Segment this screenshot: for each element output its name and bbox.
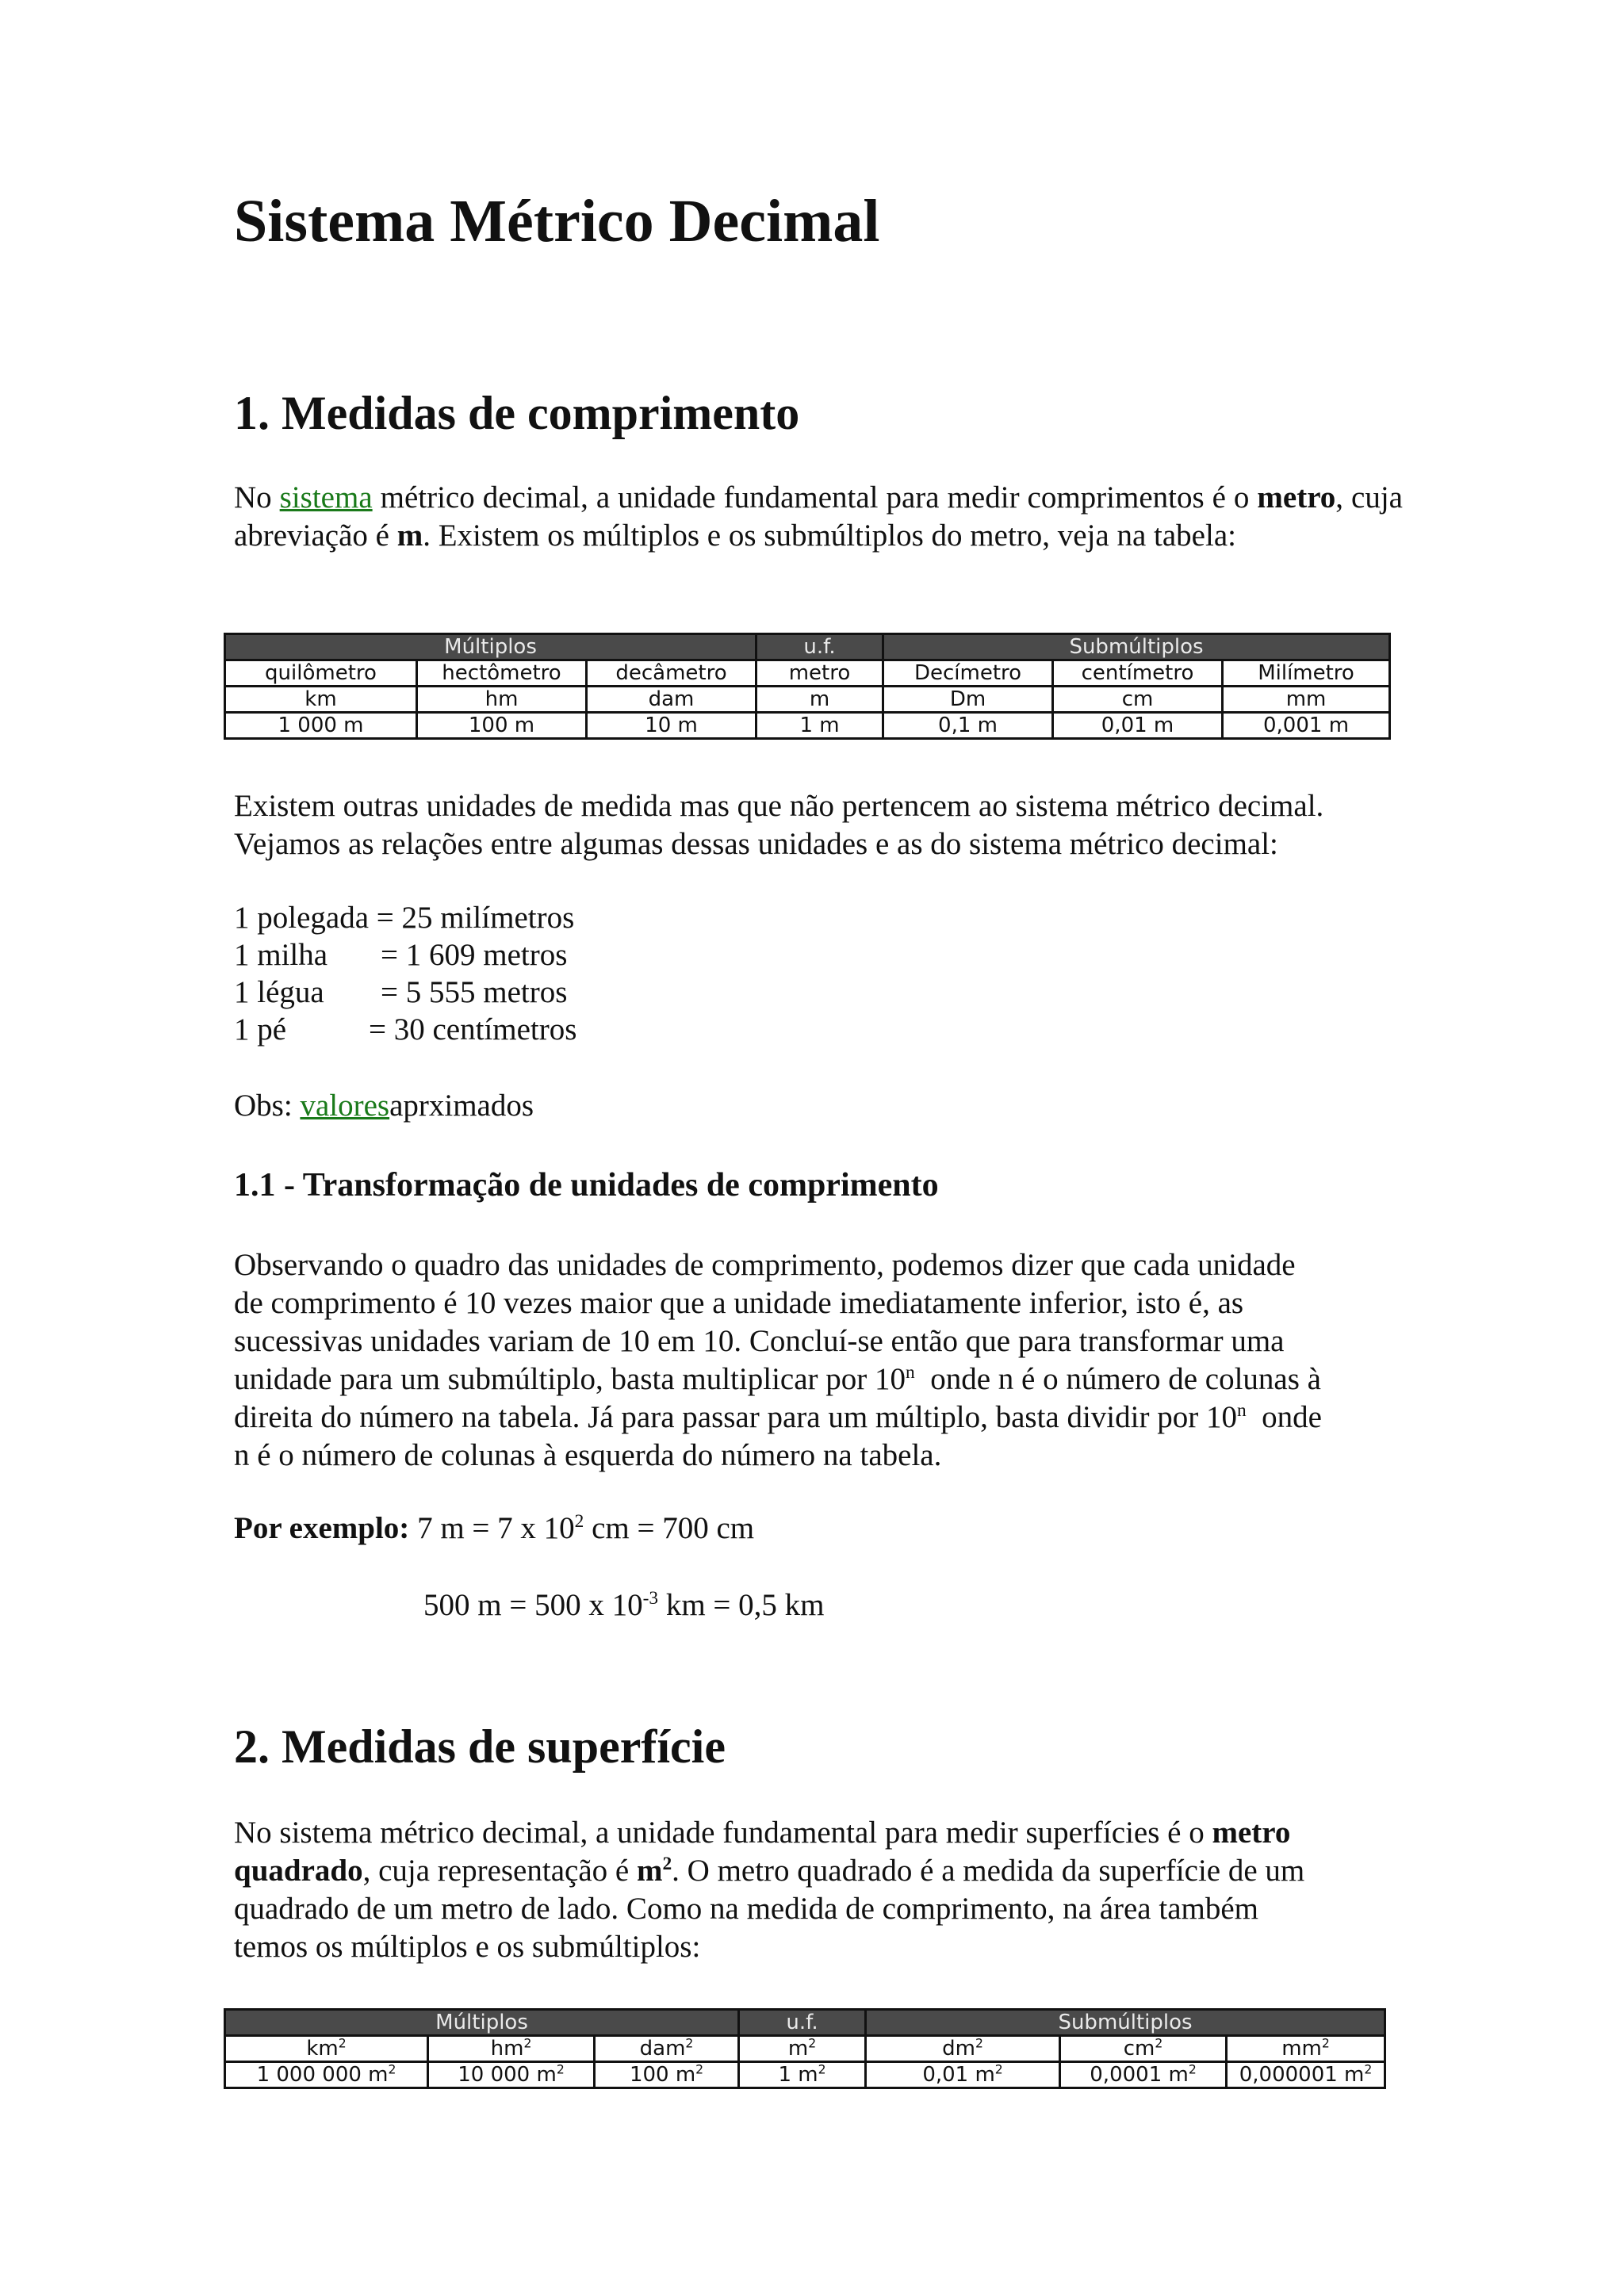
table-cell: centímetro bbox=[1053, 660, 1223, 687]
table-cell: $m^2$ bbox=[739, 2036, 866, 2062]
table-cell: mm bbox=[1223, 687, 1390, 713]
table-cell: km bbox=[225, 687, 417, 713]
surface-units-table bbox=[224, 2008, 1386, 2089]
table-cell: 100 $m^2$ bbox=[595, 2062, 739, 2088]
table-cell: $mm^2$ bbox=[1227, 2036, 1385, 2062]
group-fundamental-unit: u.f. bbox=[739, 2010, 866, 2036]
table-cell: $dm^2$ bbox=[866, 2036, 1060, 2062]
link-sistema[interactable]: sistema bbox=[279, 480, 373, 515]
table-cell: Decímetro bbox=[883, 660, 1053, 687]
table-group-header-row bbox=[225, 634, 1390, 660]
example-2: 500 m = 500 x $10^{-3}$ km = 0,5 km bbox=[423, 1588, 825, 1622]
table-cell: 0,1 m bbox=[883, 713, 1053, 739]
subsection-heading-transformation: 1.1 - Transformação de unidades de comprimento bbox=[234, 1167, 939, 1203]
transformation-paragraph: Observando o quadro das unidades de comprimento, podemos dizer que cada unidade de comprimento é 10 vezes maior que a unidade imediatamente inferior, isto é, as sucessivas unidades variam de 10 em 10. Concluí-se então que para transformar uma unidade para um submúltiplo, basta multiplicar por 10$^n$ onde n é o número de colunas à direita do número na tabela. Já para passar para um múltiplo, basta dividir por 10$^n$ onde n é o número de colunas à esquerda do número na tabela. bbox=[234, 1248, 1322, 1472]
table-cell: 1 $m^2$ bbox=[739, 2062, 866, 2088]
table-cell: 10 000 $m^2$ bbox=[428, 2062, 595, 2088]
table-cell: 1 000 000 $m^2$ bbox=[225, 2062, 428, 2088]
table-cell: 100 m bbox=[417, 713, 587, 739]
table-cell: 1 000 m bbox=[225, 713, 417, 739]
other-units-paragraph: Existem outras unidades de medida mas que não pertencem ao sistema métrico decimal. Vejamos as relações entre algumas dessas unidades e as do sistema métrico decimal: bbox=[234, 789, 1324, 861]
table-group-header-row bbox=[225, 2010, 1385, 2036]
table-row bbox=[225, 687, 1390, 713]
table-row bbox=[225, 660, 1390, 687]
table-cell: dam$^2$ bbox=[595, 2036, 739, 2062]
group-submultiples: Submúltiplos bbox=[883, 634, 1390, 660]
list-item: 1 polegada = 25 milímetros bbox=[234, 901, 575, 935]
table-cell: 0,01 $m^2$ bbox=[866, 2062, 1060, 2088]
table-cell: cm bbox=[1053, 687, 1223, 713]
table-cell: 1 m bbox=[756, 713, 883, 739]
link-valores[interactable]: valores bbox=[300, 1089, 390, 1123]
table-cell: Milímetro bbox=[1223, 660, 1390, 687]
table-cell: quilômetro bbox=[225, 660, 417, 687]
table-row bbox=[225, 2036, 1385, 2062]
section-heading-surface: 2. Medidas de superfície bbox=[234, 1720, 726, 1773]
table-cell: metro bbox=[756, 660, 883, 687]
table-row bbox=[225, 713, 1390, 739]
table-cell: hectômetro bbox=[417, 660, 587, 687]
group-multiples: Múltiplos bbox=[225, 634, 756, 660]
table-cell: m bbox=[756, 687, 883, 713]
list-item: 1 légua = 5 555 metros bbox=[234, 975, 568, 1009]
list-item: 1 milha = 1 609 metros bbox=[234, 938, 568, 972]
table-cell: 10 m bbox=[587, 713, 756, 739]
table-cell: decâmetro bbox=[587, 660, 756, 687]
length-units-table bbox=[224, 633, 1391, 740]
list-item: 1 pé = 30 centímetros bbox=[234, 1012, 577, 1047]
table-cell: Dm bbox=[883, 687, 1053, 713]
section-heading-length: 1. Medidas de comprimento bbox=[234, 387, 800, 439]
page-title: Sistema Métrico Decimal bbox=[234, 188, 880, 254]
intro-paragraph-surface: No sistema métrico decimal, a unidade fundamental para medir superfícies é o metro quadrado, cuja representação é $m^2$. O metro quadrado é a medida da superfície de um quadrado de um metro de lado. Como na medida de comprimento, na área também temos os múltiplos e os submúltiplos: bbox=[234, 1816, 1305, 1964]
example-1: Por exemplo: 7 m = 7 x $10^2$ cm = 700 cm bbox=[234, 1511, 755, 1545]
obs-note: Obs: valoresaprximados bbox=[234, 1089, 534, 1123]
table-cell: 0,01 m bbox=[1053, 713, 1223, 739]
table-cell: $km^2$ bbox=[225, 2036, 428, 2062]
table-cell: $cm^2$ bbox=[1060, 2036, 1227, 2062]
table-row bbox=[225, 2062, 1385, 2088]
table-cell: $hm^2$ bbox=[428, 2036, 595, 2062]
table-cell: 0,001 m bbox=[1223, 713, 1390, 739]
table-cell: hm bbox=[417, 687, 587, 713]
intro-paragraph-length: No sistema métrico decimal, a unidade fundamental para medir comprimentos é o metro, cuja abreviação é m. Existem os múltiplos e os submúltiplos do metro, veja na tabela: bbox=[234, 480, 1403, 553]
group-fundamental-unit: u.f. bbox=[756, 634, 883, 660]
table-cell: 0,000001 $m^2$ bbox=[1227, 2062, 1385, 2088]
table-cell: dam bbox=[587, 687, 756, 713]
group-submultiples: Submúltiplos bbox=[866, 2010, 1385, 2036]
group-multiples: Múltiplos bbox=[225, 2010, 739, 2036]
table-cell: 0,0001 $m^2$ bbox=[1060, 2062, 1227, 2088]
